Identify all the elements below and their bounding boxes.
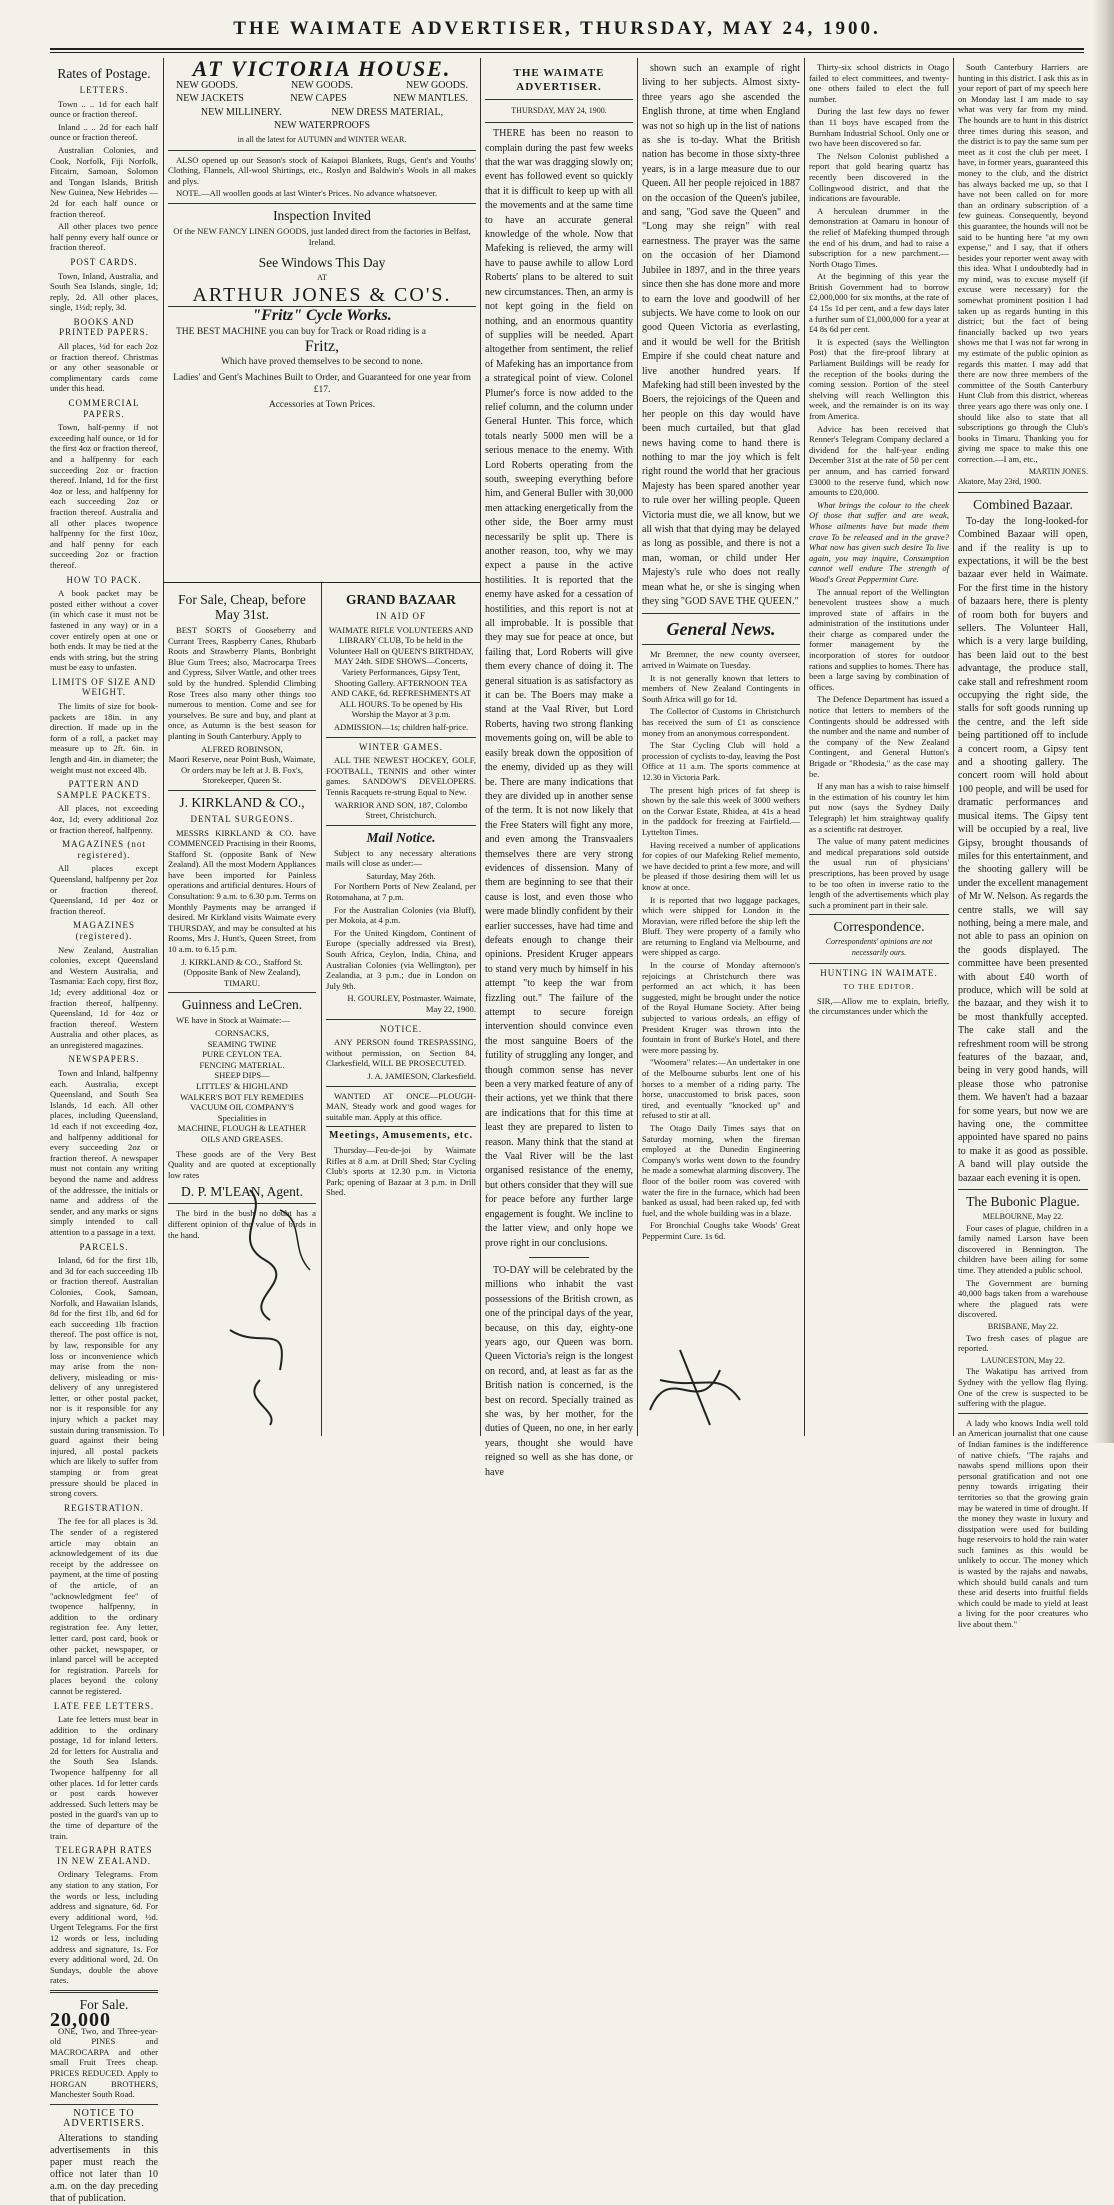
commercial-heading: COMMERCIAL PAPERS. [68,398,140,419]
victoria-house-ad [168,56,476,582]
separator [168,790,316,791]
hunting-text: SIR,—Allow me to explain, briefly, the circumstances under which the [809,995,949,1017]
news-item: Mr Bremner, the new county overseer, arrived in Waimate on Tuesday. [642,649,800,671]
editorial-paragraph: THERE has been no reason to complain during the past few weeks that the war was dragging slowly on; event has followed event so quickly that it is difficult to keep up with all the movements and at the same time to have an accurate general knowledge of the whole. Now that Mafeking is relieved, the army will have to pause awhile to allow Lord Roberts' plans to be altered to suit new circumstances. Then, an army is not kept going in the field on nothing, and an enormous quantity of supplies will be needed. Apart altogether from sentiment, the relief of Mafeking has an importance from a strategical point of view. Colonel Plumer's force is now added to the relief column, and the column under General Hunter. This force, which totals nearly 5000 men will be a serious menace to the enemy. With Lord Roberts operating from the south, sweeping everything before him, and General Buller with 30,000 men attacking energetically from the other side, the Boer army must necessarily be split up. There is another reason, too, why we may expect a pause in the active hostilities. It is reported that the enemy have asked for a cessation of hostilities, and this report is not at all improbable. It is possible that they may sue for peace at once, but failing that, Lord Roberts will give them every chance of doing it. The general situation is as satisfactory as it can be. The Boers may make a stand at the Vaal River, but Lord Roberts, having two strong flanking movements going on, will be able to easily break down the opposition of the enemy, divided up as they will be. There are many indications that they are divided up in another sense of the term. It is not now likely that the Free Staters will fight any more, and even among the Transvaalers themselves there are very strong evidences of dissension. Many of them are beginning to see that their cause is lost, and even those who were made blindly confident by their earlier successes, have had time and defeats enough to change their opinions. President Kruger appears to stand very much by himself in his attempt "to keep the war from fizzling out." The failure of the attempt to secure foreign intervention should convince even the most sanguine Boers of the futility of struggling any longer, and though common sense has never been a very marked feature of any of their actions, yet we think that there are indications that for this time at least they are prepared to listen to reason. Many think that the stand at the Vaal River will be the last organised resistance of the enemy, but others consider that they will sue for peace before any further large engagement is fought. We incline to the latter view, and only hope we prove right in our conclusions. [485,128,634,1249]
plague-item: Two fresh cases of plague are reported. [958,1332,1088,1354]
winter-heading: WINTER GAMES. [359,741,443,752]
news-column-2 [809,62,949,1432]
kirkland-sign: J. KIRKLAND & CO., Stafford St. (Opposite Bank of New Zealand), TIMARU. [181,956,303,988]
plague-dateline: MELBOURNE, May 22. [982,1212,1064,1222]
letter-sign: MARTIN JONES. [1028,466,1088,476]
news-column [642,62,800,1432]
parcels-text: Inland, 6d for the first 1lb, and 3d for each succeeding 1lb or fraction thereof. Australian Colonies, Cook, Samoan, Norfolk, and Hawaiian Islands, 8d for the first 1lb, and 6d for each succeeding 1lb fraction thereof. The post office is not, by law, responsible for any loss or inconvenience which may arise from the non-delivery, misleading or mis-delivery of any unregistered letter, or other postal packet, nor is it responsible for any injury which a packet may sustain during transmission. To guard against their being injured, all postal packets which are likely to suffer from stamping or from great pressure should be placed in strong covers. [50,1255,158,1499]
bazaar-aid: IN AID OF [375,611,426,621]
combined-bazaar-title: Combined Bazaar. [973,496,1073,512]
guinness-item: CORNSACKS, [215,1028,269,1038]
fritz-title: "Fritz" Cycle Works. [252,307,392,325]
fritz-text: Ladies' and Gent's Machines Built to Order, and Guaranteed for one year from £17. [173,373,471,396]
hunting-title: HUNTING IN WAIMATE. [820,967,938,978]
guinness-item: MACHINE, FLOUGH & LEATHER OILS AND GREASES. [177,1123,307,1144]
books-heading: BOOKS AND PRINTED PAPERS. [59,316,149,338]
fritz-text: Which have proved themselves to be second to none. [221,356,423,367]
late-text: Late fee letters must bear in addition to the ordinary postage, 1d for inland letters. 2d for letters for Australia and the South Sea Islands. Twopence halfpenny for all other places. 1d for letter cards or post cards however addressed. Such letters may be posted in the guard's van up to the time of departure of the train. [50,1714,158,1841]
separator [958,1189,1088,1190]
news-item: The Nelson Colonist published a report that gold bearing quartz has recently been discovered in the Collingwood district, and that the indications are favourable. [809,150,949,204]
postage-column [50,62,158,2204]
kirkland-sub: DENTAL SURGEONS. [190,813,294,824]
goods-row [176,108,468,119]
goods-item: NEW GOODS. [176,79,239,91]
trespass-notice: ANY PERSON found TRESPASSING, without permission, on Section 84, Clarkesfield, WILL BE PROSECUTED. [326,1037,476,1069]
separator [326,1019,476,1020]
registration-text: The fee for all places is 3d. The sender of a registered article may obtain an acknowledgement of its due receipt by the addressee on payment, at the time of posting of the article, of an "acknowledgment fee" of twopence halfpenny, in addition to the ordinary registration fee. Any letter, letter card, post card, book or other packet, newspaper, or inland parcel will be accepted for registration. Parcels for places beyond the colony cannot be registered. [50,1516,158,1696]
ads-left-column [168,588,316,1436]
forsale-number: 20,000 [50,2008,111,2031]
pack-text: A book packet may be posted either without a cover (in which case it must not be fastened in any way) or in a cover entirely open at one or both ends. It may be tied at the ends with string, but the string must be easy to unfasten. [50,588,158,673]
letters-rate: All other places two pence half penny every half ounce or fraction thereof. [50,221,158,253]
also-text: ALSO opened up our Season's stock of Kaiapoi Blankets, Rugs, Gent's and Youths' Clothing, Flannels, All-wool Shirtings, etc., Roslyn and Baldwin's Wools in all makes and plys. [168,154,476,186]
goods-item: NEW JACKETS [176,93,244,105]
wanted-ad: WANTED AT ONCE—PLOUGH-MAN, Steady work and good wages for suitable man. Apply at this office. [326,1090,476,1122]
notice-text: Alterations to standing advertisements in this paper must reach the office not later than 10 a.m. on the day preceding that of publication. [50,2132,158,2204]
to-editor: TO THE EDITOR. [843,982,915,992]
pattern-text: All places, not exceeding 4oz, 1d; every additional 2oz or fraction thereof, halfpenny. [50,803,158,835]
column-divider [163,58,164,1436]
fritz-text: THE BEST MACHINE you can buy for Track or Road riding is a [176,326,426,337]
news-item: In the course of Monday afternoon's rejoicings at Christchurch there was performed an act which, it has been suggested, might be brought under the notice of the Royal Humane Society. After being subjected to various ordeals, an effigy of President Kruger was thrown into the fountain in front of Burke's Hotel, and there were more passing by. [642,960,800,1055]
combined-bazaar-text: To-day the long-looked-for Combined Bazaar will open, and if the reality is up to expectations, it will be the best bazaar ever held in Waimate. For the first time in the history of bazaars here, there is plenty of room both for buyers and sellers. The Volunteer Hall, which is a very large building, has been laid out to the best advantage, the produce stall, cake stall and refreshment room occupying the right side, the stalls for soft goods running up the centre, and the left side being partitioned off to include a concert room, a Gipsy tent and a shooting gallery. The concert room will hold about 100 people, and will be used for dramatic performances and musical items. The Gipsy tent will be occupied by a real, live Gipsy, brought thousands of miles for this entertainment, and the shooting gallery will be under the excellent management of Mr W. Nelson. As regards the centre stalls, we will say nothing, being a mere male, and not able to pass an opinion on the goods displayed. The committee have been presented with about £40 worth of produce, which will be sold at the bazaar, and they wish it to be most thankfully accepted. The cake stall and the refreshment room will be strong features of the bazaar, and, being in very good hands, will please those who patronise them. We haven't had a bazaar for some years, but now we are having one, the committee appointed have spared no pains to make it as good as possible. A band will play outside the bazaar each evening it is open. [958,515,1088,1184]
goods-row [176,81,468,92]
separator [809,914,949,915]
guinness-item: PURE CEYLON TEA. [202,1049,282,1060]
news-item: It is not generally known that letters to members of New Zealand Contingents in South Africa will go for 1d. [642,672,800,704]
goods-note: in all the latest for AUTUMN and WINTER WEAR. [237,134,407,144]
correspondence-title: Correspondence. [833,919,925,935]
limits-heading: LIMITS OF SIZE AND WEIGHT. [51,676,157,698]
mail-item: For Northern Ports of New Zealand, per Rotomahana, at 7 p.m. [326,881,476,903]
masthead-rule-thin [50,52,1084,53]
news-item: If any man has a wish to raise himself in the estimation of his country let him put now (says the Sydney Daily Telegraph) let him straightway qualify as a scientific rat destroyer. [809,781,949,834]
news-item: The Star Cycling Club will hold a procession of cyclists to-day, leaving the Post Office at 11 a.m. The sports commence at 12.30 in Victoria Park. [642,740,800,782]
winter-text: ALL THE NEWEST HOCKEY, GOLF, FOOTBALL, TENNIS and other winter games. SANDOW'S DEVELOPERS. Tennis Racquets re-strung Equal to New. [326,755,476,797]
correspondence-note: Correspondents' opinions are not necessarily ours. [825,937,933,957]
goods-item: NEW MILLINERY. [200,106,282,118]
letters-rate: Australian Colonies, and Cook, Norfolk, Fiji Norfolk, Fitcairn, Samoan, Solomon and Tongan Islands, British New Guinea, New Hebrides — 2d for each half ounce or fraction thereof. [50,144,158,219]
column-divider [953,58,954,1436]
india-item: A lady who knows India well told an American journalist that one cause of Indian famines is the indifference of native chiefs. "The rajahs and nawabs spend millions upon their personal gratification and not one penny towards irrigating their territories so that the growing grain may be watered in time of drought. If the money they waste in luxury and dissipation were used for building huge reservoirs to hold the rain water such famines as this would be unlikely to occur. The money which is wasted by the rajahs and nawabs, which should build canals and turn these arid deserts into fruitful fields which could be made to yield at least a living for the poor creatures who live about them." [958,1417,1088,1630]
post-cards-heading: POST CARDS. [70,256,138,267]
column-divider [480,58,481,1436]
late-heading: LATE FEE LETTERS. [53,1700,155,1711]
news-item: A herculean drummer in the demonstration at Oamaru in honour of the relief of Mafeking thumped through the end of his drum, and had to raise a subscription for a new parchment.—North Otago Times. [809,205,949,269]
news-item: At the beginning of this year the British Government had to borrow £2,000,000 for six months, at the rate of £4 15s 1d per cent, and a few days later a further sum of £1,000,000 for a year at £4 8s 6d per cent. [809,271,949,335]
sale-title: For Sale, Cheap, before May 31st. [178,592,306,622]
separator [642,613,800,614]
warrior-sign: WARRIOR AND SON, 187, Colombo Street, Christchurch. [334,799,468,821]
commercial-text: Town, half-penny if not exceeding half ounce, or 1d for the first 4oz or fraction thereof, and a halfpenny for each succeeding 2oz or fraction thereof. Inland, 1d for the first 4oz or less, and halfpenny for each succeeding 2oz or fraction thereof. Australia and all other places twopence halfpenny for the first 10oz, and half penny for each succeeding 2oz or fraction thereof. [50,422,158,570]
news-item: The annual report of the Wellington benevolent trustees show a much improved state of affairs in the administration of the institutions under their charge as compared under the former management by the incorporation of stores for outdoor rations and supplies to homes. There has been a large saving by combination of offices. [809,586,949,692]
goods-item: NEW DRESS MATERIAL, [331,106,444,118]
letters-heading: LETTERS. [79,85,129,95]
mail-text: Subject to any necessary alterations mails will close as under:— [326,847,476,869]
news-item: Having received a number of applications for copies of our Mafeking Relief memento, we have decided to print a few more, and will be pleased if those desiring them will let us know at once. [642,839,800,892]
torn-edge [1092,0,1114,1443]
ads-right-column [326,588,476,1436]
mail-title: Mail Notice. [366,829,436,845]
guinness-item: SEAMING TWINE [207,1038,277,1049]
magazines-text: All places except Queensland, halfpenny per 2oz or fraction thereof. Queensland, 1d per 4oz or fraction thereof. [50,863,158,916]
separator [809,963,949,964]
guinness-text: WE have in Stock at Waimate:— [176,1015,290,1026]
meetings-title: Meetings, Amusements, etc. [328,1130,474,1142]
news-item: The Collector of Customs in Christchurch has received the sum of £1 as conscience money from an anonymous correspondent. [642,706,800,738]
separator [326,1126,476,1127]
news-item: Thirty-six school districts in Otago failed to elect committees, and twenty-one others failed to elect the full number. [809,62,949,104]
goods-item: NEW MANTLES. [393,93,468,105]
bazaar-text: WAIMATE RIFLE VOLUNTEERS AND LIBRARY CLUB, To be held in the Volunteer Hall on QUEEN'S BIRTHDAY, MAY 24th. SIDE SHOWS—Concerts, Variety Performances, Gipsy Tent, Shooting Gallery. AFTERNOON TEA AND CAKE, 6d. REFRESHMENTS AT ALL HOURS. To be opened by His Worship the Mayor at 3 p.m. [328,624,474,720]
news-item: "Woomera" relates:—An undertaker in one of the Melbourne suburbs lent one of his horses to a member of a riding party. The horse, unaccustomed to brisk paces, soon tired, and eventually "knocked up" and refused to stir at all. [642,1057,800,1121]
news-item: The Defence Department has issued a notice that letters to members of the Contingents should be addressed with the number and the name and number of the company of the New Zealand Contingent, and General Hutton's Brigade or "Rhodesia," as the case may be. [809,694,949,779]
notice-sign: J. A. JAMIESON, Clarkesfield. [367,1070,476,1081]
parcels-heading: PARCELS. [79,1241,129,1252]
news-item: It is reported that two luggage packages, which were shipped for London in the Moravian, were rifled before the ship left the Bluff. They were property of a family who are returning to England via Melbourne, and were shipped as cargo. [642,894,800,958]
notice-title: NOTICE TO ADVERTISERS. [63,2107,145,2130]
editorial-date: THURSDAY, MAY 24, 1900. [511,105,607,115]
guinness-item: LITTLES' & HIGHLAND [196,1080,288,1091]
general-news-title: General News. [666,619,776,640]
mail-item: For the United Kingdom, Continent of Europe (specially addressed via Brest), South Africa, Ceylon, India, China, and Australian Colonies (via Wellington), per Zealandia, at 3 p.m.; due in London on July 9th. [326,927,476,991]
letter-date: Akatore, May 23rd, 1900. [958,477,1042,487]
notice-heading: NOTICE. [379,1023,423,1034]
pattern-heading: PATTERN AND SAMPLE PACKETS. [56,779,152,800]
guinness-item: SHEEP DIPS— [214,1070,270,1081]
note-text: NOTE.—All woollen goods at last Winter's Prices. No advance whatsoever. [176,188,438,199]
column-divider [637,58,638,1436]
telegraph-heading: TELEGRAPH RATES IN NEW ZEALAND. [55,1845,153,1866]
books-text: All places, ½d for each 2oz or fraction thereof. Christmas or any other seasonable or complimentary cards come under this head. [50,341,158,394]
windows-title: See Windows This Day [258,255,386,271]
telegraph-text: Ordinary Telegrams. From any station to any station, For the words or less, including address and signature, 6d. For every additional word, ½d. Urgent Telegrams. For the first 12 words or less, including address and signature, 1s. For every additional word, 2d. On Sundays, double the above rates. [50,1869,158,1986]
news-item: For Bronchial Coughs take Woods' Great Peppermint Cure. 1s 6d. [642,1220,800,1241]
news-item: The value of many patent medicines and medical preparations sold outside the usual run of physicians' prescriptions, has been proved by usage to be too often in inverse ratio to the length of the advertisements which play such a prominent part in their sale. [809,836,949,910]
separator [168,203,476,204]
separator [168,1203,316,1204]
fritz-text: Accessories at Town Prices. [268,400,376,411]
inspection-text: Of the NEW FANCY LINEN GOODS, just landed direct from the factories in Belfast, Ireland. [173,225,471,247]
kirkland-title: J. KIRKLAND & CO., [179,794,305,810]
mclean-agent: D. P. M'LEAN, Agent. [180,1184,304,1200]
goods-row [176,94,468,105]
news-item: The Otago Daily Times says that on Saturday morning, when the fireman employed at the Dunedin Engineering Company's works went down to the foundry he made a somewhat alarming discovery. The floor of the boiler room was covered with water the fire in the furnace, which had been banked as usual, had been raked up, fed with fuel, and the whole building was in a blaze. [642,1122,800,1218]
guinness-item: FENCING MATERIAL. [199,1059,285,1070]
separator [326,737,476,738]
masthead: THE WAIMATE ADVERTISER, THURSDAY, MAY 24, 1900. [233,18,881,39]
separator [326,1086,476,1087]
column-divider [321,583,322,1436]
separator [50,1990,158,1993]
editorial-column [485,62,634,1478]
pack-heading: HOW TO PACK. [66,574,142,585]
plague-title: The Bubonic Plague. [966,1194,1080,1210]
bird-text: The bird in the bush no doubt has a different opinion of the value of birds in the hand. [168,1208,316,1240]
editorial-paragraph: shown such an example of right living to her subjects. Almost sixty-three years ago she ascended the English throne, at time when England was not so high up in the list of nations as she is to-day. What the British nation has become in those sixty-three years, is in a large measure due to our Queen. All her people rejoiced in 1887 on the occasion of the Queen's jubilee, and sang, "God save the Queen" and "Long may she reign" with real earnestness. The prayer was the same on the occasion of her Diamond Jubilee in 1897, and in the three years since then she has done more and more to earn the love and goodwill of her subjects. We have come to look on our good Queen Victoria as everlasting, and it would be well for the British Empire if she could cheat nature and live another hundred years. If Mafeking had still been invested by the Boers, the rejoicings of the Queen and her people on this day would have been much curtailed, but that glad news having come to hand there is nothing to mar the joy which is felt right round the world that her gracious Majesty has been spared another year to rule over her willing people. Queen Victoria must die, we all know, but we all wish that that dying may be delayed as long as possible, and there is not a man, woman, or child under Her Majesty's rule who does not really mean what he, or she is singing when they sing "GOD SAVE THE QUEEN." [642,63,800,608]
mail-date: Saturday, May 26th. [366,870,436,881]
kirkland-text: MESSRS KIRKLAND & CO. have COMMENCED Practising in their Rooms, Stafford St. (opposite Bank of New Zealand). All the most Modern Appliances have been imported for Painless operations and artificial dentures. Hours of Consultation: 9 a.m. to 6.30 p.m. Terms on Monthly Payments may be arranged if desired. Mr Kirkland visits Waimate every THURSDAY, and may be consulted at his Rooms, Mrs J. Hunt's, Queen Street, from 10 a.m. to 6.15 p.m. [168,827,316,955]
poem-item: What brings the colour to the cheek Of those that suffer and are weak, Whose ailments have but made them crave To be released and in the grave? What now has given such desire To live again, you may inquire, Consumption cannot well endure The strength of Wood's Great Peppermint Cure. [809,499,949,584]
sale-text: BEST SORTS of Gooseberry and Currant Trees, Raspberry Canes, Rhubarb Roots and Strawberry Plants, Bonbright Blue Gum Trees; also, Macrocarpa Trees and Cypress, Silver Wattle, and other trees sold by the hundred. Splendid Climbing Rose Trees also many other things too numerous to mention. Come and see for yourselves. Be sure and buy, and plant at once, as Autumn is the best season for planting in South Canterbury. Apply to [168,625,316,741]
goods-item: NEW GOODS. [290,79,354,91]
bazaar-column [958,62,1088,1630]
sale-name: ALFRED ROBINSON, [201,743,283,754]
separator [958,1413,1088,1414]
letters-rate: Town .. .. 1d for each half ounce or fraction thereof. [50,98,158,120]
separator [485,99,633,100]
news-item: During the last few days no fewer than 11 boys have escaped from the Burnham Industrial School. Only one or two have been discovered so far. [809,106,949,149]
separator [485,122,633,123]
guinness-item: VACUUM OIL COMPANY'S [190,1102,294,1113]
goods-item: NEW CAPES [290,93,347,105]
bazaar-admission: ADMISSION—1s; children half-price. [333,721,469,732]
fritz-name: Fritz, [304,337,340,355]
editorial-title: THE WAIMATE ADVERTISER. [513,67,605,94]
guinness-title: Guinness and LeCren. [181,997,303,1013]
news-item: It is expected (says the Wellington Post) that the fire-proof library at Parliament Buildings will be ready for the reception of the books during the coming session. Portion of the steel shelving will reach Wellington this week, and the remainder is on its way from America. [809,336,949,421]
separator [326,825,476,826]
guinness-item: WALKER'S BOT FLY REMEDIES [180,1091,304,1102]
separator [642,644,800,645]
separator [958,492,1088,493]
at-text: AT [317,273,327,283]
news-item: The present high prices of fat sheep is shown by the sale this week of 3000 wethers on the Corwar Estate, Rhidea, at 41s a head in the paddock for freezing at Fairfield.—Lyttelton Times. [642,784,800,837]
separator [529,1257,588,1258]
sale-address: Maori Reserve, near Point Bush, Waimate, Or orders may be left at J. B. Fox's, Storekeeper, Queen St. [168,754,316,786]
editorial-paragraph: TO-DAY will be celebrated by the millions who inhabit the vast possessions of the British crown, as one of the principal days of the year, because, on this day, eighty-one years ago, our Queen was born. Queen Victoria's reign is the longest on record, and, at least as far as the British nation is concerned, is the best on record. Specially trained as she was, by her mother, for the duties of Queen, no one, in her early years, thought she would have reigned so well as she has done, or have [485,1264,633,1478]
forsale-text: ONE, Two, and Three-year-old PINES and MACROCARPA and other small Fruit Trees cheap. PRICES REDUCED. Apply to HORGAN BROTHERS, Manchester South Road. [50,2025,158,2100]
postage-title: Rates of Postage. [57,66,151,81]
bazaar-title: GRAND BAZAAR [346,592,456,607]
guinness-foot: These goods are of the Very Best Quality and are quoted at exceptionally low rates [168,1148,316,1180]
guinness-item: Specialities in [217,1112,267,1123]
newspapers-text: Town and Inland, halfpenny each. Australia, except Queensland, and South Sea Islands, 1d each. All other places, including Queensland, 1d each if not exceeding 4oz, and halfpenny additional for every succeeding 2oz or fraction thereof. A newspaper must not contain any writing beyond the name and address of the addressee, the initials or name and address of the sender, and any marks or signs simply intended to call attention to a passage in a text. [50,1068,158,1237]
goods-item: NEW GOODS. [405,79,468,91]
news-item: Advice has been received that Renner's Telegram Company declared a dividend for the half-year ending December 31st at the rate of 50 per cent per annum, and has carried forward £3000 to the reserve fund, which now amounts to £20,000. [809,423,949,498]
masthead-rule [50,48,1084,50]
column-divider [804,58,805,1436]
separator [50,2104,158,2105]
inspection-title: Inspection Invited [273,207,371,223]
limits-text: The limits of size for book-packets are 18in. in any direction. If made up in the form of a roll, a packet may measure up to 2ft. 6in. in length and 4in. in diameter; the weight must not exceed 4lb. [50,701,158,775]
hunting-letter: South Canterbury Harriers are hunting in this district. I ask this as in your report of part of my speech here on Monday last I am made to say what was very far from my mind. The hounds are to hunt in this district three times during this season, and the district is to pay the same sum per meet as it cost the club per meet. I have, in former years, guaranteed this money to the club, and the district has always backed me up, so that I have not been called on for more than an ordinary subscription of a few guineas. Consequently, beyond this guarantee, the hounds will not be said to be hunting here "at my own expense," and I say, that if others besides your reporter went away with this idea. What I undoubtedly had in my mind, was to excuse myself (if excuse were necessary) for the somewhat prominent position I had taken up as regards hunting in this district; but the fact of being financially backed up two years shows me that I was not far wrong in my estimate of the public opinion as regards this matter. I may add that there are now three members of the committee of the South Canterbury Hunt Club from this district, whereas three years ago there was only one. I should like also to state that all subscriptions go through the Club's books in Timaru. Thanking you for giving me space to make this one correction.—I am, etc., [958,62,1088,464]
meetings-text: Thursday—Feu-de-joi by Waimate Rifles at 8 a.m. at Drill Shed; Star Cycling Club's sports at 12.30 p.m. in Victoria Park; opening of Bazaar at 3 p.m. in Drill Shed. [326,1144,476,1198]
post-cards-text: Town, Inland, Australia, and South Sea Islands, single, 1d; reply, 2d. All other places, single, 1½d; reply, 3d. [50,270,158,313]
plague-dateline: LAUNCESTON, May 22. [981,1355,1065,1365]
goods-item: NEW WATERPROOFS [273,120,371,132]
plague-item: Four cases of plague, children in a family named Larson have been discovered in Bennington. The children have been ailing for some time. They attended a public school. [958,1222,1088,1276]
mail-sign: H. GOURLEY, Postmaster. Waimate, May 22, 1900. [347,993,476,1014]
letters-rate: Inland .. .. 2d for each half ounce or fraction thereof. [50,121,158,143]
registered-text: New Zealand, Australian colonies, except Queensland and Western Australia, and Tasmania: Each copy, first 8oz, 1d; every additional 4oz or fraction thereof, halfpenny. Queensland, 1d for 4oz or fraction thereof. Western Australia and other places, as an unregistered magazines. [50,944,158,1050]
mail-item: For the Australian Colonies (via Bluff), per Mokoia, at 4 p.m. [326,904,476,926]
registration-heading: REGISTRATION. [64,1502,144,1513]
plague-item: The Government are burning 40,000 bags taken from a warehouse where the plagued rats were discovered. [958,1277,1088,1320]
separator [168,150,476,151]
newspapers-heading: NEWSPAPERS. [68,1054,140,1065]
magazines-heading: MAGAZINES (not registered). [62,839,146,860]
registered-heading: MAGAZINES (registered). [73,920,135,941]
plague-item: The Wakatipu has arrived from Sydney with the yellow flag flying. One of the crew is suspected to be suffering with the plague. [958,1366,1088,1409]
victoria-title: AT VICTORIA HOUSE. [192,56,452,81]
separator [168,992,316,993]
plague-dateline: BRISBANE, May 22. [987,1322,1059,1331]
forsale-title: For Sale. [79,1996,129,2012]
arthur-jones-title: ARTHUR JONES & CO'S. [192,283,452,306]
